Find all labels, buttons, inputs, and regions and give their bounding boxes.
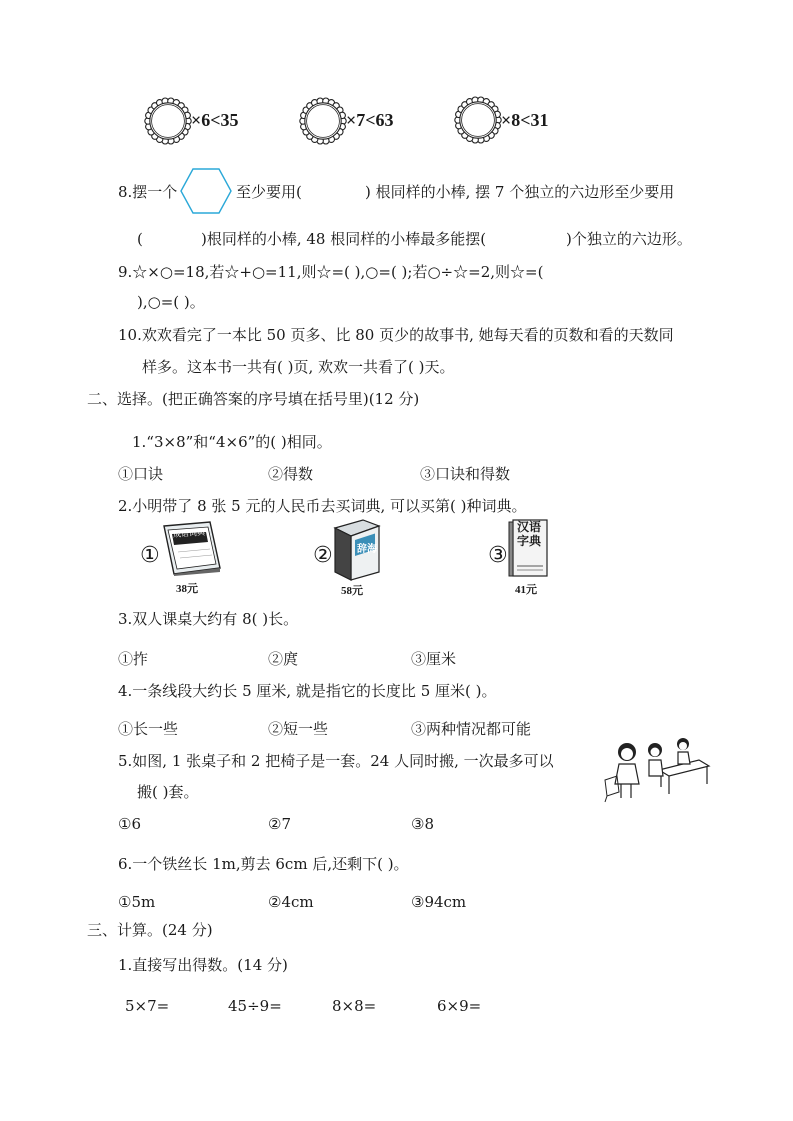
s2-q3-opt2: ②庹 [268,650,299,668]
s2-q5-stem-1: 5.如图, 1 张桌子和 2 把椅子是一套。24 人同时搬, 一次最多可以 [118,752,554,770]
book-1-title: 成语词典 [172,527,206,540]
book-2-title: 辞海 [357,544,377,555]
s2-q1-opt3: ③口诀和得数 [420,465,511,483]
students-carrying-desk-image [603,732,713,804]
flower-circle-icon [300,98,346,144]
s2-q4-opt2: ②短一些 [268,720,329,738]
q8-text-c: ) 根同样的小棒, 摆 7 个独立的六边形至少要用 [365,183,675,201]
flower-circle-icon [145,98,191,144]
book-3-title-line-2: 字典 [517,534,542,548]
hexagon-icon [180,167,232,215]
s2-q1-opt1: ①口诀 [118,465,164,483]
q9-line-2: ),○=( )。 [137,293,205,311]
s2-q6-opt1: ①5m [118,893,156,911]
s2-q1-stem: 1.“3×8”和“4×6”的( )相同。 [132,433,332,451]
q8-text-f: )个独立的六边形。 [566,230,692,248]
calc-item: 5×7= [125,997,170,1015]
s2-q3-stem: 3.双人课桌大约有 8( )长。 [118,610,299,628]
s2-q6-stem: 6.一个铁丝长 1m,剪去 6cm 后,还剩下( )。 [118,855,409,873]
book-3-title-line-1: 汉语 [517,520,542,534]
book-2-price: 58元 [341,585,363,597]
calc-item: 45÷9= [228,997,282,1015]
s2-q5-stem-2: 搬( )套。 [137,783,199,801]
book-3-price: 41元 [515,584,537,596]
section-3-heading: 三、计算。(24 分) [87,921,213,939]
calc-item: 8×8= [332,997,377,1015]
section-3-subheading: 1.直接写出得数。(14 分) [118,956,288,974]
book-1-price: 38元 [176,583,198,595]
q8-text-a: 8.摆一个 [118,183,178,201]
q10-line-1: 10.欢欢看完了一本比 50 页多、比 80 页少的故事书, 她每天看的页数和看的天数同 [118,326,674,344]
s2-q2-stem: 2.小明带了 8 张 5 元的人民币去买词典, 可以买第( )种词典。 [118,497,527,515]
book-1-number: ① [140,543,160,568]
s2-q3-opt1: ①拃 [118,650,149,668]
s2-q4-opt1: ①长一些 [118,720,179,738]
s2-q6-opt3: ③94cm [411,893,467,911]
calc-item: 6×9= [437,997,482,1015]
q8-text-e: )根同样的小棒, 48 根同样的小棒最多能摆( [201,230,487,248]
book-2-number: ② [313,543,333,568]
s2-q3-opt3: ③厘米 [411,650,457,668]
s2-q5-opt1: ①6 [118,815,141,833]
inequality-2: ×7<63 [346,110,394,130]
s2-q5-opt3: ③8 [411,815,434,833]
section-2-heading: 二、选择。(把正确答案的序号填在括号里)(12 分) [87,390,420,408]
q8-text-d: ( [137,230,143,248]
inequality-3: ×8<31 [501,110,549,130]
s2-q5-opt2: ②7 [268,815,291,833]
book-3-number: ③ [488,543,508,568]
inequality-1: ×6<35 [191,110,239,130]
s2-q4-opt3: ③两种情况都可能 [411,720,532,738]
q8-text-b: 至少要用( [236,183,302,201]
s2-q4-stem: 4.一条线段大约长 5 厘米, 就是指它的长度比 5 厘米( )。 [118,682,497,700]
s2-q1-opt2: ②得数 [268,465,314,483]
flower-circle-icon [455,97,501,143]
q9-line-1: 9.☆×○=18,若☆+○=11,则☆=( ),○=( );若○÷☆=2,则☆=( [118,263,544,281]
q10-line-2: 样多。这本书一共有( )页, 欢欢一共看了( )天。 [142,358,455,376]
s2-q6-opt2: ②4cm [268,893,314,911]
